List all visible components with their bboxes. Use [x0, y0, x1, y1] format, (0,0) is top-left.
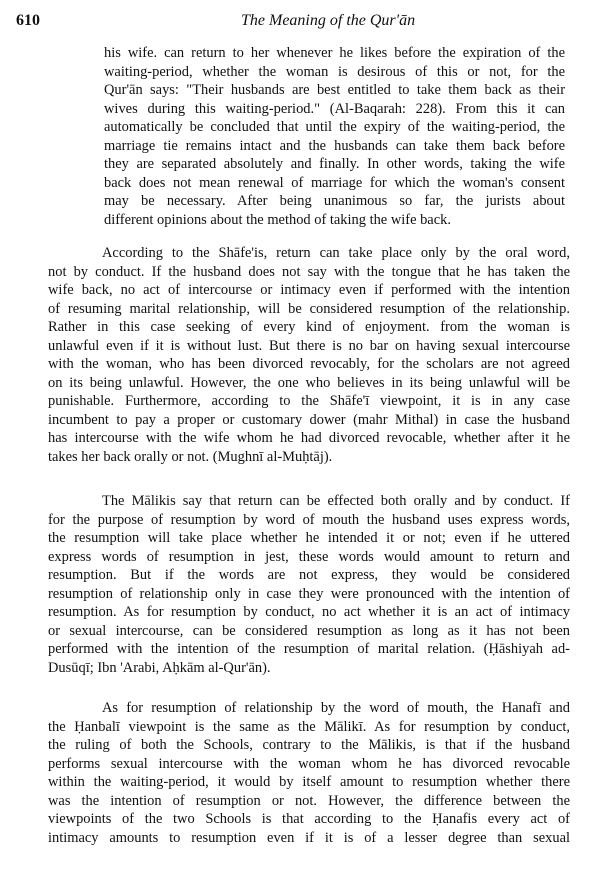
text-line: the resumption will take place whether he intended it or not; even if he uttered: [48, 530, 570, 547]
text-line: Rather in this case seeking of every kind of enjoyment. from the woman is: [48, 319, 570, 336]
text-line: performs sexual intercourse with the woman whom he has divorced revocable: [48, 755, 570, 772]
text-line: unlawful even if it is without lust. But there is no bar on having sexual intercourse: [48, 337, 570, 354]
text-line: resumption. As for resumption by conduct, no act whether it is an act of intimacy: [48, 604, 570, 621]
text-line: takes her back orally or not. (Mughnī al-Muḥtāj).: [48, 449, 333, 466]
text-line: was the intention of resumption or not. However, the difference between the: [48, 792, 570, 809]
text-line: they are separated absolutely and finally. In other words, taking the wife: [104, 156, 565, 173]
text-line: of resuming marital relationship, will be considered resumption of the relationship.: [48, 300, 570, 317]
text-line: Qur'ān says: "Their husbands are best entitled to take them back as their: [104, 82, 565, 99]
text-line: express words of resumption in jest, these words would amount to return and: [48, 548, 570, 565]
text-line: Dusūqī; Ibn 'Arabi, Aḥkām al-Qur'ān).: [48, 659, 271, 676]
running-title: The Meaning of the Qur'ān: [241, 12, 416, 29]
text-line: back does not mean renewal of marriage for which the woman's consent: [104, 174, 565, 191]
text-line: his wife. can return to her whenever he likes before the expiration of the: [104, 45, 565, 61]
page-number: 610: [16, 12, 40, 29]
text-line: for the purpose of resumption by word of mouth the husband uses express words,: [48, 511, 570, 528]
text-line: viewpoints of the two Schools is that according to the Ḥanafis every act of: [48, 811, 570, 828]
text-line: punishable. Furthermore, according to the Shāfe'ī viewpoint, it is in any case: [48, 393, 570, 410]
paragraph-3: [48, 492, 570, 677]
text-line: different opinions about the method of taking the wife back.: [104, 211, 451, 228]
text-line: The Mālikis say that return can be effected both orally and by conduct. If: [102, 493, 570, 509]
text-line: resumption of relationship only in case they were pronounced with the intention of: [48, 585, 570, 602]
text-line: marriage tie remains intact and the husbands can take them back before: [104, 137, 565, 154]
text-line: wife back, no act of intercourse or intimacy even if performed with the intention: [48, 282, 570, 299]
paragraph-1: [104, 44, 565, 229]
text-line: intimacy amounts to resumption even if it is of a lesser degree than sexual: [48, 829, 570, 846]
page-header: [16, 11, 584, 35]
text-line: automatically be concluded that until the expiry of the waiting-period, the: [104, 119, 565, 136]
text-line: has intercourse with the wife whom he had divorced revocable, whether after it he: [48, 430, 570, 447]
paragraph-2: [48, 244, 570, 467]
text-line: According to the Shāfe'is, return can take place only by the oral word,: [102, 245, 570, 261]
text-line: may be necessary. After being unanimous so far, the jurists about: [104, 193, 565, 210]
text-line: on its being unlawful. However, the one who believes in its being unlawful will be: [48, 374, 570, 391]
text-line: resumption. But if the words are not express, they would be considered: [48, 567, 570, 584]
text-line: incumbent to pay a proper or customary dower (mahr Mithal) in case the husband: [48, 411, 570, 428]
text-line: wives during this waiting-period." (Al-Baqarah: 228). From this it can: [104, 100, 565, 117]
paragraph-4: [48, 699, 570, 847]
text-line: the Ḥanbalī viewpoint is the same as the Mālikī. As for resumption by conduct,: [48, 718, 570, 735]
text-line: within the waiting-period, it would by itself amount to resumption whether there: [48, 774, 570, 791]
text-line: waiting-period, whether the woman is desirous of this or not, for the: [104, 63, 565, 80]
text-line: or sexual intercourse, can be considered resumption as long as it has not been: [48, 622, 570, 639]
text-line: the ruling of both the Schools, contrary to the Mālikis, is that if the husband: [48, 737, 570, 754]
text-line: not by conduct. If the husband does not say with the tongue that he has taken the: [48, 263, 570, 280]
text-line: performed with the intention of the resumption of marital relation. (Ḥāshiyah ad-: [48, 641, 570, 658]
text-line: As for resumption of relationship by the word of mouth, the Hanafī and: [102, 700, 570, 716]
text-line: with the woman, who has been divorced revocably, for the scholars are not agreed: [48, 356, 570, 373]
